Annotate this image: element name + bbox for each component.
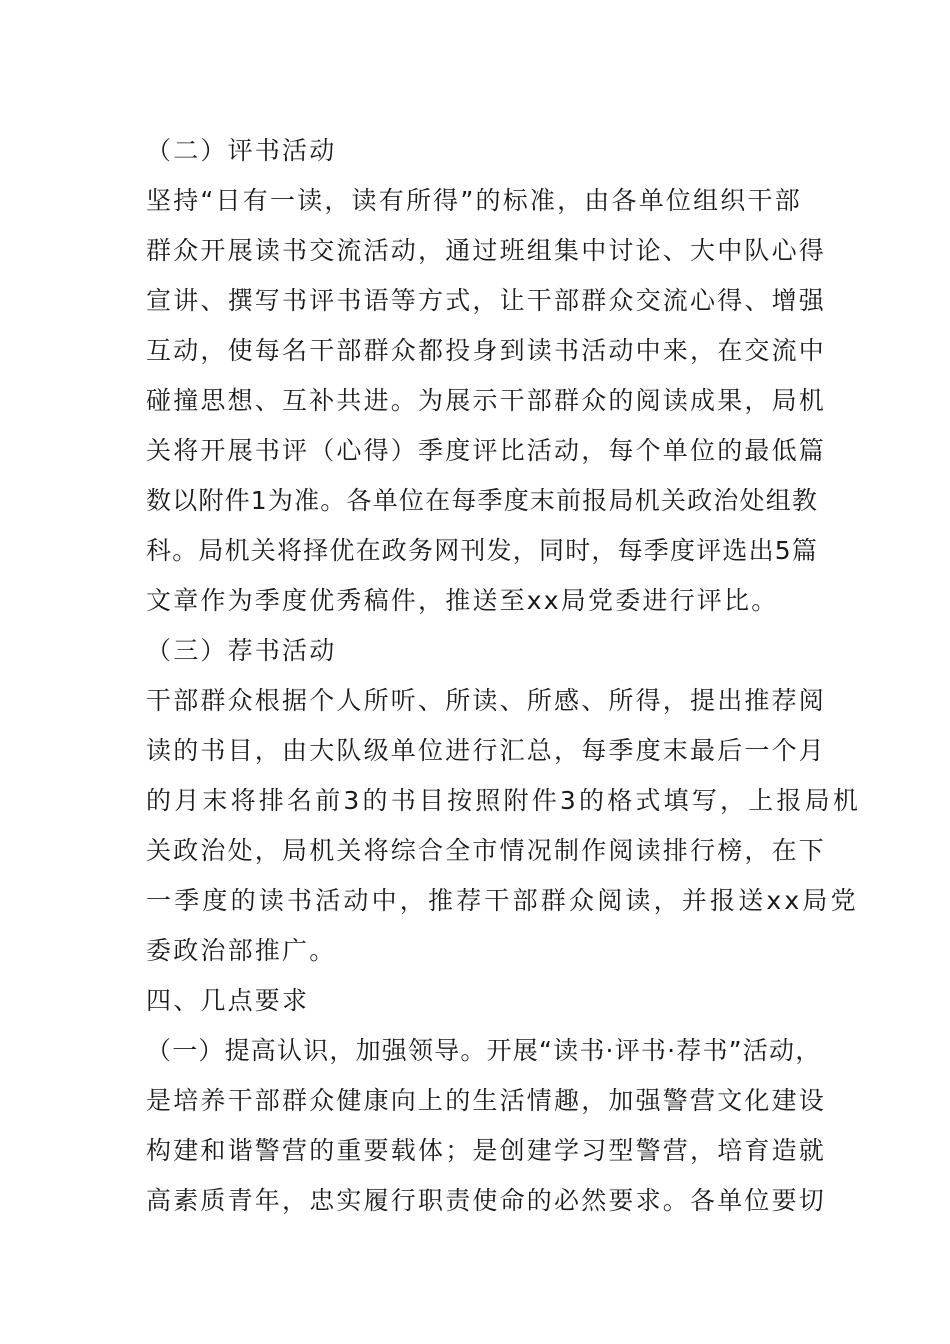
paragraph-line: 构建和谐警营的重要载体；是创建学习型警营，培育造就 — [146, 1136, 827, 1165]
paragraph-line: 宣讲、撰写书评书语等方式，让干部群众交流心得、增强 — [146, 286, 827, 315]
paragraph-line: 碰撞思想、互补共进。为展示干部群众的阅读成果，局机 — [146, 386, 827, 415]
paragraph-line: 高素质青年，忠实履行职责使命的必然要求。各单位要切 — [146, 1186, 827, 1215]
heading-review-activity: （二）评书活动 — [146, 136, 337, 165]
paragraph-line: 一季度的读书活动中，推荐干部群众阅读，并报送xx局党 — [146, 886, 859, 915]
paragraph-line: 数以附件1为准。各单位在每季度末前报局机关政治处组教 — [146, 486, 819, 515]
paragraph-line: 委政治部推广。 — [146, 936, 337, 965]
paragraph-line: 互动，使每名干部群众都投身到读书活动中来，在交流中 — [146, 336, 827, 365]
paragraph-line: 坚持“日有一读，读有所得”的标准，由各单位组织干部 — [146, 186, 802, 215]
paragraph-line: 的月末将排名前3的书目按照附件3的格式填写，上报局机 — [146, 786, 862, 815]
paragraph-line: （一）提高认识，加强领导。开展“读书·评书·荐书”活动， — [146, 1036, 822, 1065]
heading-recommend-activity: （三）荐书活动 — [146, 636, 337, 665]
paragraph-line: 关将开展书评（心得）季度评比活动，每个单位的最低篇 — [146, 436, 827, 465]
paragraph-line: 群众开展读书交流活动，通过班组集中讨论、大中队心得 — [146, 236, 827, 265]
paragraph-line: 科。局机关将择优在政务网刊发，同时，每季度评选出5篇 — [146, 536, 819, 565]
paragraph-line: 关政治处，局机关将综合全市情况制作阅读排行榜，在下 — [146, 836, 827, 865]
paragraph-line: 干部群众根据个人所听、所读、所感、所得，提出推荐阅 — [146, 686, 827, 715]
heading-requirements: 四、几点要求 — [146, 986, 310, 1015]
paragraph-line: 是培养干部群众健康向上的生活情趣，加强警营文化建设 — [146, 1086, 827, 1115]
paragraph-line: 读的书目，由大队级单位进行汇总，每季度末最后一个月 — [146, 736, 827, 765]
paragraph-line: 文章作为季度优秀稿件，推送至xx局党委进行评比。 — [146, 586, 779, 615]
